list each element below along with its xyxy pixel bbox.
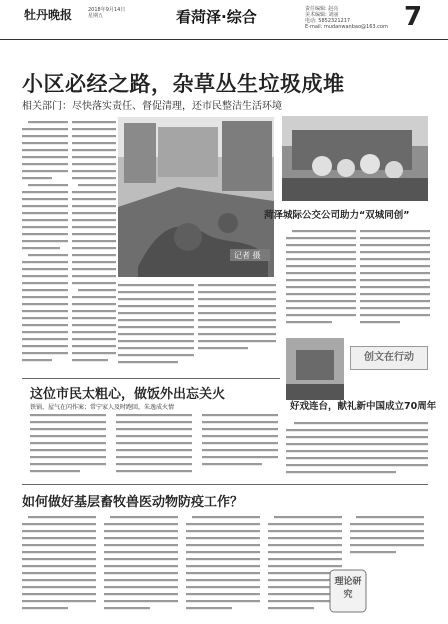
body-text-line bbox=[22, 586, 96, 588]
body-text-line bbox=[22, 530, 96, 532]
body-text-line bbox=[22, 607, 68, 609]
main-article-column-1 bbox=[22, 119, 68, 369]
sidebar-column-2 bbox=[360, 228, 430, 332]
newspaper-logo: 牡丹晚报 bbox=[24, 8, 73, 22]
sidebar-headline-2: 好戏连台，献礼新中国成立70周年 bbox=[290, 401, 437, 412]
body-text-line bbox=[186, 537, 260, 539]
article2-body bbox=[30, 412, 280, 480]
body-text-line bbox=[268, 565, 342, 567]
body-text-line bbox=[22, 593, 96, 595]
body-text-line bbox=[268, 530, 342, 532]
body-text-line bbox=[104, 572, 178, 574]
body-text-line bbox=[268, 523, 342, 525]
body-text-line bbox=[186, 565, 260, 567]
body-text-line bbox=[350, 530, 424, 532]
issue-date: 2018年9月14日 星期五 bbox=[88, 7, 126, 19]
body-text-lines bbox=[22, 119, 68, 369]
body-text-line bbox=[22, 558, 96, 560]
body-text-line bbox=[186, 600, 260, 602]
body-text-line bbox=[104, 607, 150, 609]
divider bbox=[22, 484, 428, 485]
body-text-line bbox=[104, 600, 178, 602]
body-text-line bbox=[186, 586, 260, 588]
section-title: 看菏泽·综合 bbox=[176, 8, 257, 26]
body-text-line bbox=[22, 523, 96, 525]
article2-title: 这位市民太粗心，做饭外出忘关火 bbox=[30, 387, 226, 402]
body-text-line bbox=[268, 537, 342, 539]
body-text-line bbox=[274, 516, 342, 518]
body-text-line bbox=[186, 558, 260, 560]
body-text-line bbox=[104, 537, 178, 539]
body-text-line bbox=[350, 551, 396, 553]
body-text-line bbox=[104, 565, 178, 567]
main-subhead: 相关部门：尽快落实责任、督促清理，还市民整洁生活环境 bbox=[22, 101, 282, 112]
banner-text: 创文在行动 bbox=[364, 352, 414, 363]
main-article-column-2 bbox=[72, 119, 116, 369]
body-text-line bbox=[268, 551, 342, 553]
main-article-photo bbox=[118, 117, 274, 277]
body-text-line bbox=[22, 600, 96, 602]
body-text-line bbox=[268, 544, 342, 546]
body-text-line bbox=[110, 516, 178, 518]
body-text-line bbox=[104, 579, 178, 581]
body-text-line bbox=[104, 530, 178, 532]
body-text-line bbox=[22, 579, 96, 581]
body-text-line bbox=[268, 558, 342, 560]
body-text-line bbox=[22, 551, 96, 553]
body-text-line bbox=[186, 544, 260, 546]
body-text-line bbox=[350, 523, 424, 525]
body-text-line bbox=[186, 593, 260, 595]
body-text-line bbox=[186, 607, 232, 609]
body-text-line bbox=[28, 516, 96, 518]
body-text-line bbox=[104, 551, 178, 553]
body-text-line bbox=[104, 593, 178, 595]
body-text-line bbox=[192, 516, 260, 518]
body-text-line bbox=[268, 607, 314, 609]
editor-info: 责任编辑: 赵亮 美术编辑: 刘丽 电话: 5852321217 E-mail: mudanwanbao@163.com bbox=[305, 6, 388, 30]
theory-research-tag bbox=[328, 568, 368, 614]
body-text-line bbox=[186, 551, 260, 553]
body-text-line bbox=[22, 537, 96, 539]
sidebar-small-photo bbox=[286, 338, 344, 400]
sidebar-headline: 菏泽城际公交公司助力“双城同创” bbox=[264, 210, 410, 221]
body-text-lines bbox=[72, 119, 116, 369]
body-text-line bbox=[104, 523, 178, 525]
body-text-line bbox=[104, 544, 178, 546]
theory-research-label: 理论研究 bbox=[334, 577, 362, 600]
page-number: 7 bbox=[404, 2, 423, 32]
main-article-column-3 bbox=[118, 282, 194, 372]
divider bbox=[22, 378, 280, 379]
body-text-line bbox=[186, 579, 260, 581]
body-text-line bbox=[186, 572, 260, 574]
body-text-line bbox=[186, 523, 260, 525]
body-text-line bbox=[350, 537, 424, 539]
body-text-line bbox=[22, 544, 96, 546]
body-text-line bbox=[22, 572, 96, 574]
body-text-line bbox=[104, 558, 178, 560]
sidebar-photo bbox=[282, 116, 428, 201]
main-headline: 小区必经之路，杂草丛生垃圾成堆 bbox=[22, 72, 345, 96]
svg-text:记者 摄: 记者 摄 bbox=[234, 251, 261, 260]
masthead bbox=[0, 0, 448, 40]
sidebar-column-3 bbox=[286, 420, 428, 480]
body-text-line bbox=[356, 516, 424, 518]
body-text-line bbox=[22, 565, 96, 567]
body-text-line bbox=[104, 586, 178, 588]
article3-title: 如何做好基层畜牧兽医动物防疫工作？ bbox=[22, 495, 244, 510]
sidebar-column-1 bbox=[286, 228, 356, 332]
banner-graphic bbox=[350, 346, 428, 370]
body-text-line bbox=[350, 544, 424, 546]
article2-subtitle: 铁锅、屋气在闪作案；常宁家人及时跑回，朱逸成火情 bbox=[30, 404, 175, 411]
body-text-line bbox=[186, 530, 260, 532]
main-article-column-4 bbox=[198, 282, 276, 372]
